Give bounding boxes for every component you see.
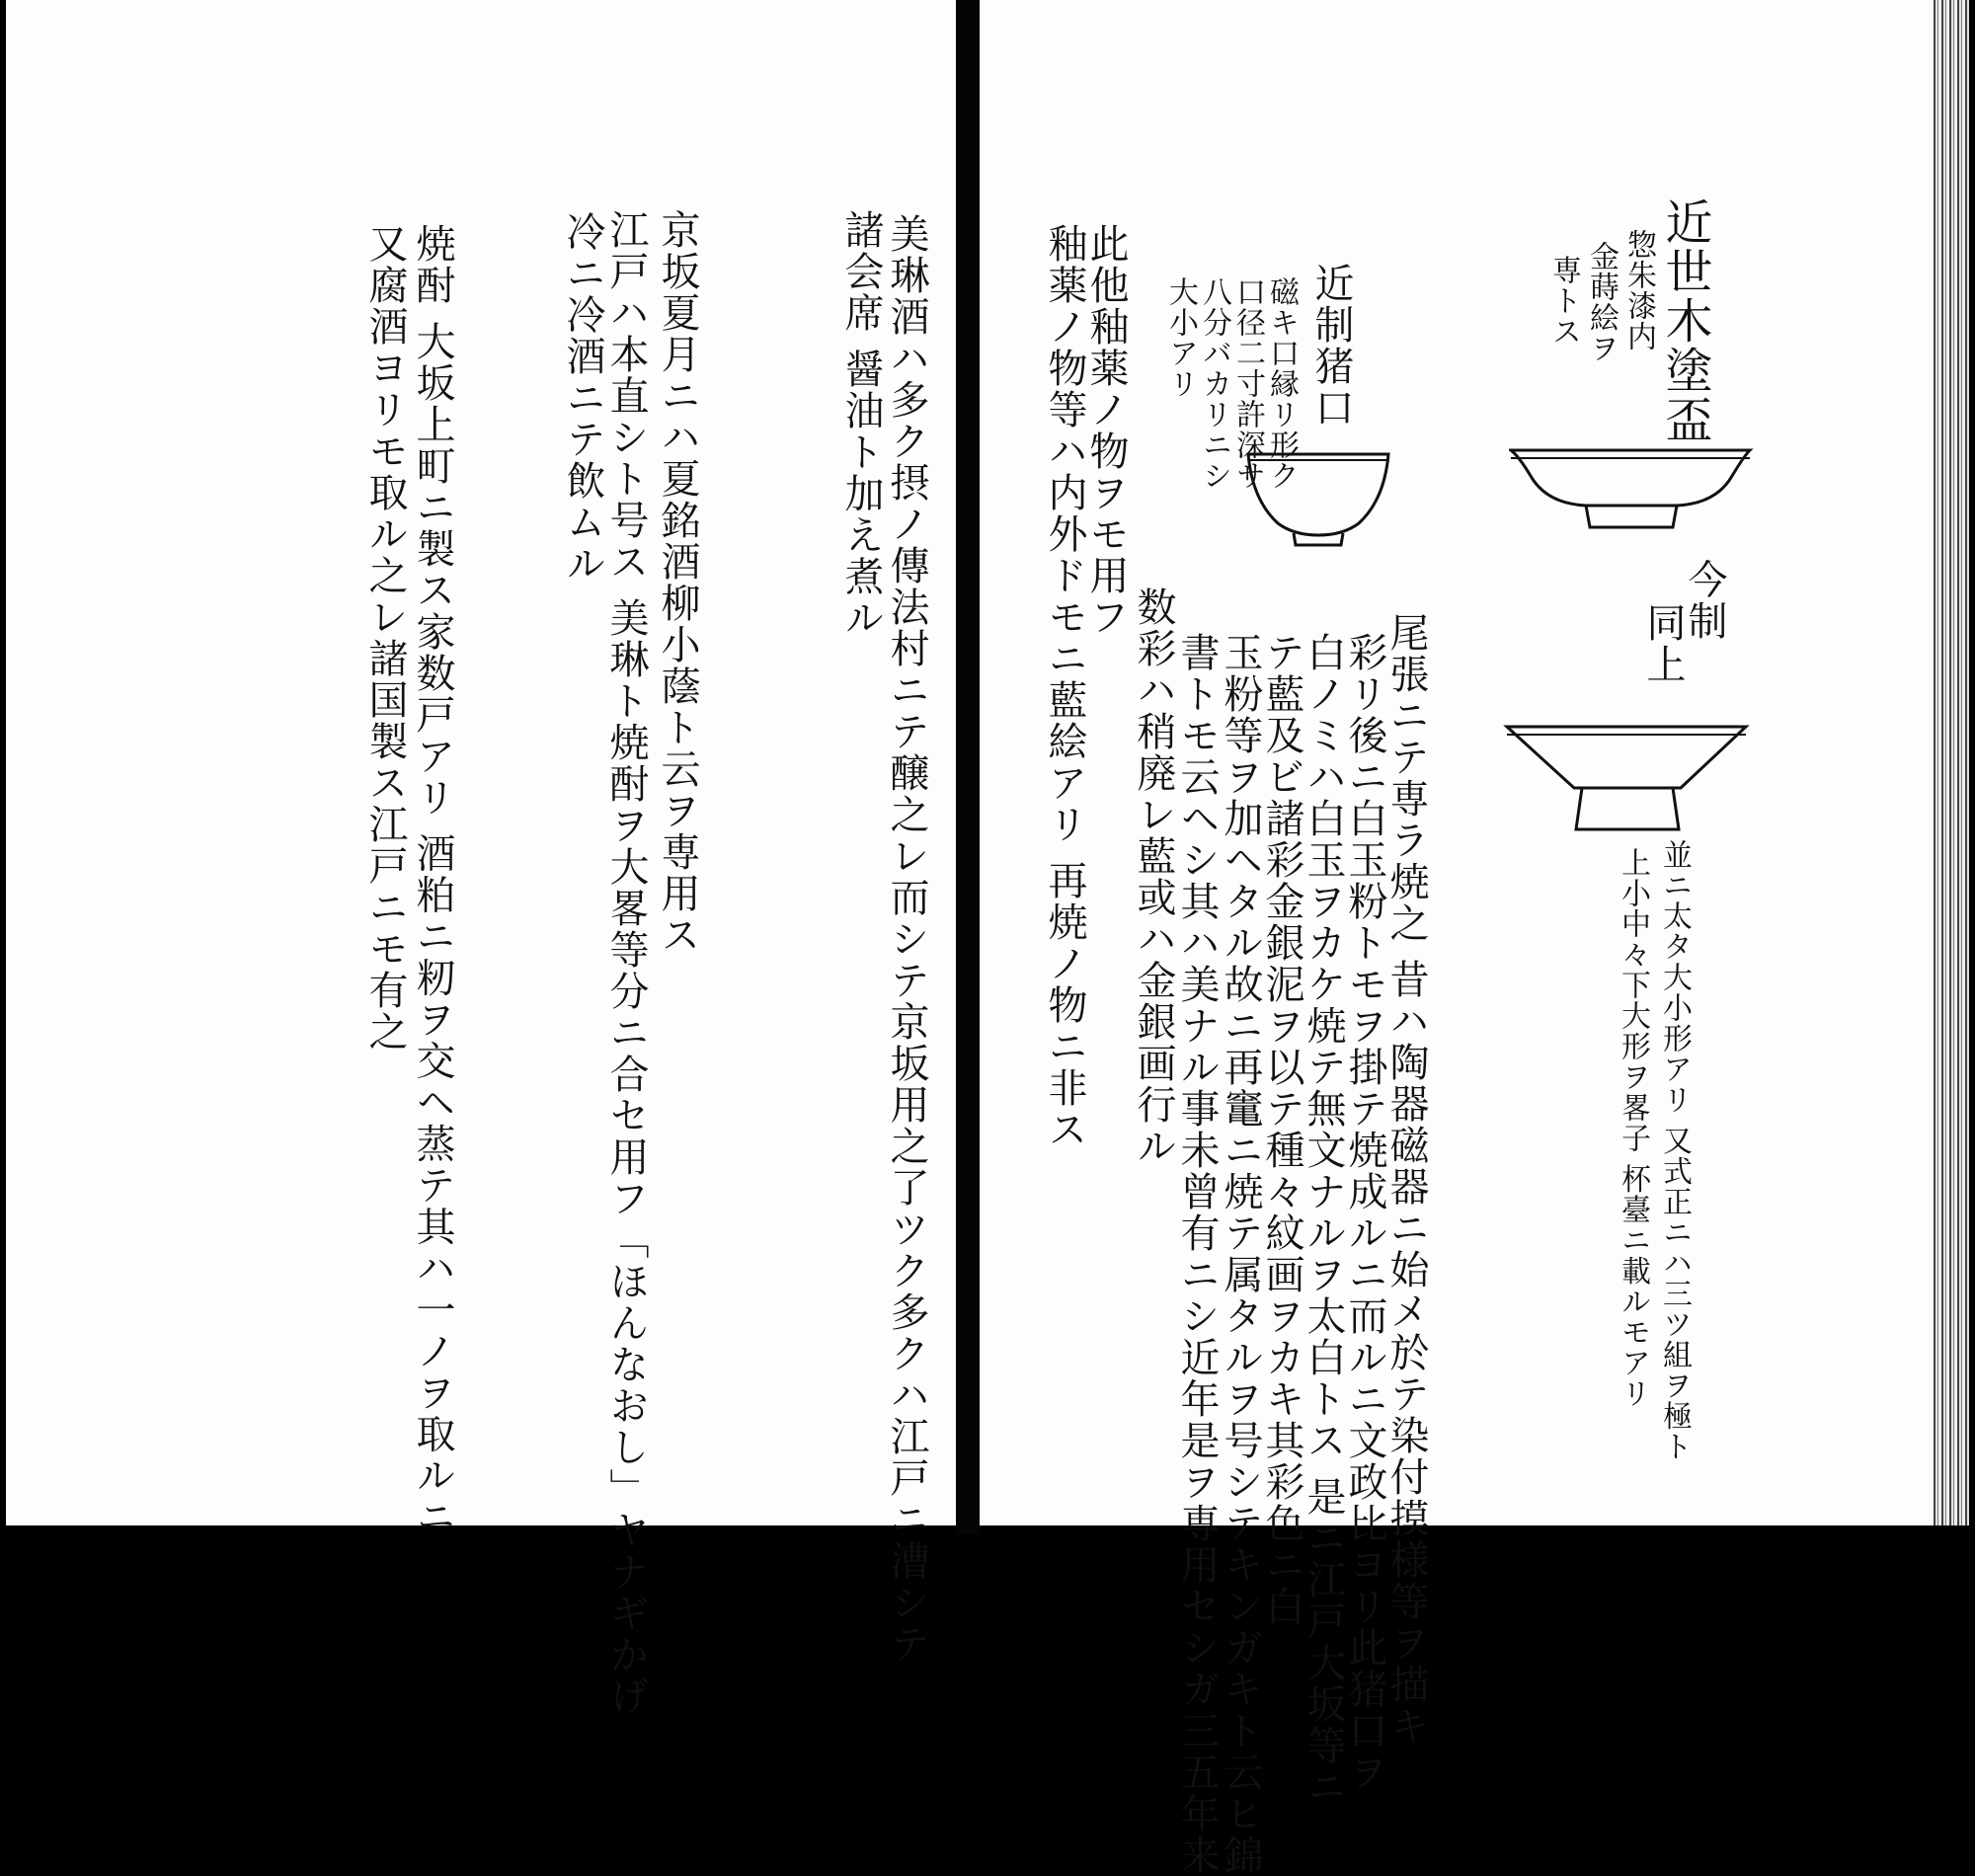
body-text-column: 彩リ後ニ白玉粉トモヲ掛テ焼成ルニ而ルニ文政比ヨリ此猪口ヲ (1342, 632, 1387, 1793)
page-edge-decoration (1934, 0, 1969, 1525)
text-column: 京坂夏月ニハ夏銘酒柳小蔭ト云ヲ専用ス (655, 209, 700, 956)
body-text-column: 釉薬ノ物等ハ内外ドモニ藍絵アリ 再焼ノ物ニ非ス (1042, 223, 1087, 1150)
note-modern-cup: 並ニ太タ大小形アリ 又式正ニハ三ツ組ヲ極ト (1657, 839, 1692, 1462)
body-text-column: 白ノミハ白玉ヲカケ焼テ無文ナルヲ太白トス 是ニ江戸大坂等ニ (1301, 632, 1346, 1808)
wooden-cup-illustration (1509, 446, 1754, 535)
body-text-column: 数彩ハ稍廃レ藍或ハ金銀画行ル (1131, 586, 1176, 1167)
note-wooden-cup: 惣朱漆内 (1621, 229, 1656, 352)
text-column: 諸会席 醤油ト加え煮ル (838, 209, 884, 639)
note-choko: 口径二寸許深サ (1230, 276, 1265, 491)
text-column: 江戸ハ本直シト号ス 美琳ト焼酎ヲ大畧等分ニ合セ用フ「ほんなおし」ヤナギかげ (603, 209, 649, 1717)
note-choko: 磁キ口縁リ形ク (1264, 276, 1299, 491)
heading-wooden-cup: 近世木塗盃 (1657, 197, 1712, 444)
text-column: 焼酎 大坂上町ニ製ス家数戸アリ 酒粕ニ籾ヲ交ヘ蒸テ其ハ一ノヲ取ルニ (410, 223, 455, 1538)
heading-choko: 近制猪口 (1308, 263, 1354, 429)
text-column: 美琳酒ハ多ク摂ノ傳法村ニテ醸之レ而シテ京坂用之了ツク多クハ江戸ニ漕シテ (884, 213, 929, 1665)
note-wooden-cup: 金蒔絵ヲ (1584, 241, 1619, 363)
heading-modern-cup: 今制 (1682, 559, 1727, 642)
left-page (6, 0, 956, 1717)
note-wooden-cup: 専トス (1546, 255, 1581, 347)
choko-cup-illustration (1244, 450, 1392, 549)
body-text-column: 書トモ云ヘシ其ハ美ナル事未曾有ニシ近年是ヲ専用セシガ三五年来 (1174, 632, 1220, 1876)
right-page (980, 0, 1969, 1876)
text-column: 又腐酒ヨリモ取ル之レ諸国製ス江戸ニモ有之 (362, 223, 408, 1053)
note-modern-cup: 上小中々下大形ヲ畧子 杯臺ニ載ルモアリ (1616, 847, 1650, 1409)
book-gutter (956, 0, 980, 1534)
body-text-column: テ藍及ビ諸彩金銀泥ヲ以テ種々紋画ヲカキ其彩色ニ白 (1259, 632, 1304, 1627)
modern-cup-illustration (1503, 723, 1750, 833)
body-text-column: 尾張ニテ専ラ焼之 昔ハ陶器磁器ニ始メ於テ染付摸様等ヲ描キ (1383, 612, 1429, 1747)
body-text-column: 玉粉等ヲ加ヘタル故ニ再竃ニ焼テ属タルヲ号シテキンガキト云ヒ錦 (1218, 632, 1263, 1876)
body-text-column: 此他釉薬ノ物ヲモ用フ (1083, 223, 1129, 638)
note-choko: 大小アリ (1163, 276, 1198, 399)
note-choko: 八分バカリニシ (1197, 276, 1231, 491)
text-column: 冷ニ冷酒ニテ飲ムル (560, 211, 605, 585)
heading-modern-cup-sub: 同上 (1640, 602, 1686, 685)
